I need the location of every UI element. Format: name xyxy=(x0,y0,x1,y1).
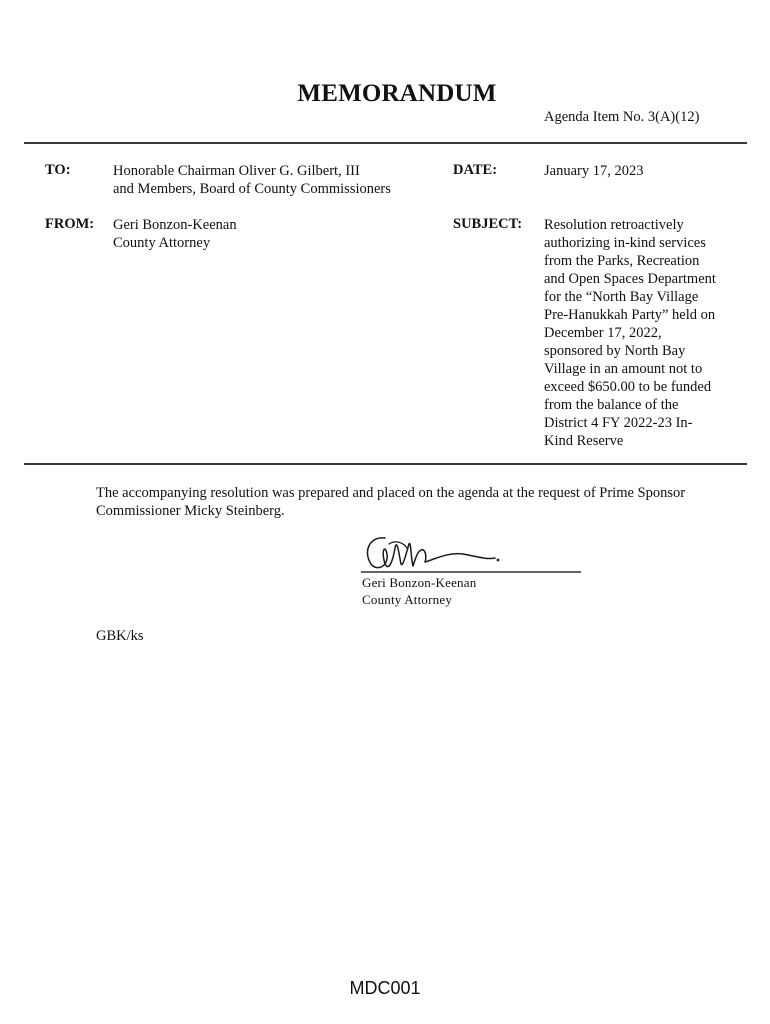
from-label: FROM: xyxy=(45,216,95,232)
subject-line: and Open Spaces Department xyxy=(544,271,716,287)
subject-line: District 4 FY 2022-23 In- xyxy=(544,415,693,431)
from-line-1: Geri Bonzon-Keenan xyxy=(113,217,237,233)
to-line-1: Honorable Chairman Oliver G. Gilbert, III xyxy=(113,163,360,179)
agenda-item-number: Agenda Item No. 3(A)(12) xyxy=(544,109,700,125)
subject-line: authorizing in-kind services xyxy=(544,235,706,251)
subject-line: Kind Reserve xyxy=(544,433,624,449)
subject-line: Resolution retroactively xyxy=(544,217,684,233)
date-label: DATE: xyxy=(453,162,498,178)
subject-line: from the balance of the xyxy=(544,397,679,413)
subject-text xyxy=(544,216,729,450)
subject-label: SUBJECT: xyxy=(453,216,523,232)
memo-title: MEMORANDUM xyxy=(297,80,497,107)
subject-line: exceed $650.00 to be funded xyxy=(544,379,712,395)
to-label: TO: xyxy=(45,162,71,178)
body-line-2: Commissioner Micky Steinberg. xyxy=(96,503,285,519)
subject-line: for the “North Bay Village xyxy=(544,289,699,305)
subject-line: sponsored by North Bay xyxy=(544,343,686,359)
subject-line: December 17, 2022, xyxy=(544,325,662,341)
handwritten-signature xyxy=(355,530,587,576)
page-footer-id: MDC001 xyxy=(349,978,421,998)
to-line-2: and Members, Board of County Commissioners xyxy=(113,181,391,197)
to-recipient xyxy=(113,162,391,198)
body-paragraph xyxy=(96,484,736,520)
subject-line: from the Parks, Recreation xyxy=(544,253,700,269)
subject-line: Village in an amount not to xyxy=(544,361,703,377)
body-line-1: The accompanying resolution was prepared and placed on the agenda at the request of Prime Sponsor xyxy=(96,485,686,501)
typist-initials: GBK/ks xyxy=(96,628,144,644)
signature-block xyxy=(362,574,476,608)
signatory-name: Geri Bonzon-Keenan xyxy=(362,575,477,590)
from-sender xyxy=(113,216,237,252)
signatory-title: County Attorney xyxy=(362,592,453,607)
bottom-divider xyxy=(24,463,747,465)
subject-line: Pre-Hanukkah Party” held on xyxy=(544,307,716,323)
from-line-2: County Attorney xyxy=(113,235,211,251)
top-divider xyxy=(24,142,747,144)
date-value: January 17, 2023 xyxy=(544,163,644,179)
